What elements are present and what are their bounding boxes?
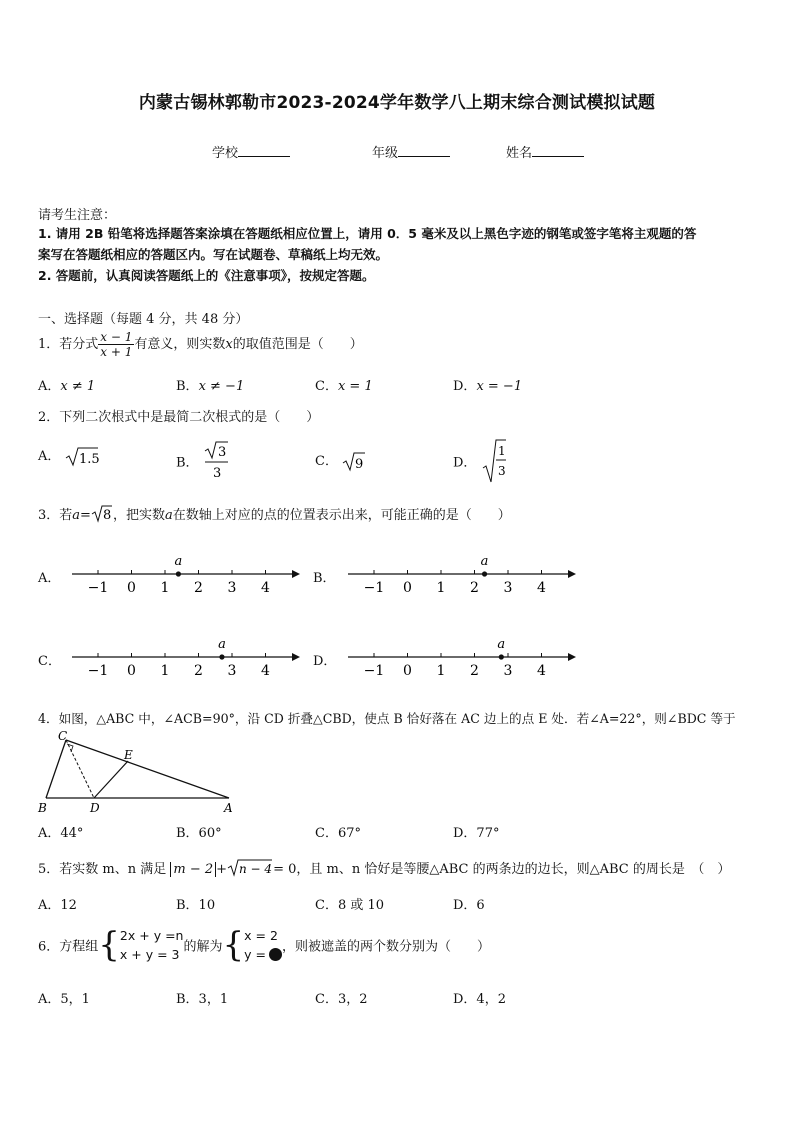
arrow-head-icon [568,653,576,661]
q1-option-c-label: C． [315,379,338,394]
q5-equals: = 0 [273,862,297,877]
name-field [506,142,584,161]
q4-vertex-e: E [124,748,133,762]
q5-radical [227,859,273,877]
grade-blank [398,144,450,157]
school-label: 学校 [212,146,239,161]
point-a-marker [482,571,487,576]
q5-prefix: 5．若实数 m、n 满足 [38,862,167,877]
tick-label: 3 [503,663,513,679]
tick-label: 2 [194,580,203,596]
q3-number-line-a [70,550,305,600]
arrow-head-icon [292,570,300,578]
q5-option-a[interactable]: A．12 [38,898,77,913]
q6-option-a[interactable]: A．5，1 [38,992,90,1007]
q6-sol1: x = 2 [244,928,278,943]
point-a-marker [499,654,504,659]
tick-label: 3 [227,663,237,679]
q1-text-2: 的取值范围是（ ） [232,337,363,352]
question-2: 2．下列二次根式中是最简二次根式的是（ ） [38,410,320,425]
q6-covered-dot [269,948,282,961]
q6-eq1: 2x + y = [119,928,176,943]
notice-line-2: 2. 答题前，认真阅读答题纸上的《注意事项》，按规定答题。 [38,268,375,283]
q4-option-d[interactable]: D．77° [453,826,500,841]
point-a-label: a [480,554,489,569]
q1-option-d-value: x = −1 [476,379,523,394]
notice-line-1a: 1. 请用 2B 铅笔将选择题答案涂填在答题纸相应位置上，请用 0．5 毫米及以上黑色字迹的钢笔或签字笔将主观题的答 [38,226,697,241]
grade-label: 年级 [372,146,399,161]
question-1 [38,330,363,359]
tick-label: 2 [194,663,203,679]
arrow-head-icon [568,570,576,578]
tick-label: −1 [363,663,385,679]
point-a-label: a [497,637,506,652]
q5-radicand: n − 4 [239,862,273,876]
page-title: 内蒙古锡林郭勒市2023-2024学年数学八上期末综合测试模拟试题 [138,93,656,113]
q3-option-a-label[interactable]: A． [38,571,61,586]
q4-segment-de [94,761,128,798]
q1-option-a-value: x ≠ 1 [60,379,96,394]
tick-label: 3 [227,580,237,596]
tick-label: 4 [261,580,270,596]
q4-side-ca [66,740,229,798]
tick-label: 2 [470,580,479,596]
q6-option-b[interactable]: B．3，1 [176,992,229,1007]
q6-prefix: 6．方程组 [38,939,99,955]
q5-plus: + [216,862,228,877]
q2-b-denominator: 3 [212,466,221,481]
q2-option-c[interactable] [315,450,366,473]
q3-prefix: 3．若 [38,508,73,523]
question-6 [38,926,490,964]
tick-label: 0 [403,663,412,679]
tick-label: 0 [403,580,412,596]
q6-sol2: y = [244,947,266,962]
q4-vertex-d: D [90,801,100,815]
point-a-marker [219,654,224,659]
q5-abs-expr: m − 2 [170,862,216,877]
q3-number-line-d [346,633,581,683]
q4-option-a[interactable]: A．44° [38,826,84,841]
q6-option-c[interactable]: C．3，2 [315,992,368,1007]
q1-option-a-label: A． [38,379,61,394]
q4-vertex-c: C [58,729,68,743]
q3-option-c-label[interactable]: C． [38,654,61,669]
q6-system [120,926,184,964]
q1-option-d-label: D． [453,379,477,394]
q1-option-b-label: B． [176,379,199,394]
q3-text-2: 在数轴上对应的点的位置表示出来，可能正确的是（ ） [172,508,511,523]
q3-var-a: a [72,508,81,523]
q2-option-a[interactable] [38,445,99,468]
q2-option-d-expr [481,438,507,484]
section-heading: 一、选择题（每题 4 分，共 48 分） [38,312,249,327]
tick-label: 1 [436,580,446,596]
q5-option-c[interactable]: C．8 或 10 [315,898,385,913]
q6-text: ，则被遮盖的两个数分别为（ ） [282,939,491,955]
notice-line-1b: 案写在答题纸相应的答题区内。写在试题卷、草稿纸上均无效。 [38,247,389,262]
q3-option-b-label[interactable]: B． [313,571,336,586]
notice-heading: 请考生注意： [38,208,117,223]
name-label: 姓名 [506,146,533,161]
tick-label: −1 [363,580,385,596]
point-a-label: a [174,554,183,569]
q1-option-c-value: x = 1 [337,379,373,394]
q3-equals: = [80,508,91,523]
name-blank [532,144,584,157]
q3-number-line-b [346,550,581,600]
q6-option-d[interactable]: D．4，2 [453,992,506,1007]
q2-option-d-label: D． [453,455,477,471]
tick-label: −1 [87,580,109,596]
q1-fraction [98,330,134,359]
q2-option-c-radical [342,451,366,473]
tick-label: 0 [127,663,136,679]
q3-text-1: ，把实数 [112,508,165,523]
q2-d-numerator: 1 [497,444,506,458]
q5-option-b[interactable]: B．10 [176,898,216,913]
tick-label: 2 [470,663,479,679]
point-a-label: a [218,637,226,652]
q4-option-b[interactable]: B．60° [176,826,222,841]
q4-side-cb [46,740,66,798]
tick-label: −1 [87,663,109,679]
tick-label: 4 [537,580,546,596]
q1-option-b-value: x ≠ −1 [198,379,245,394]
q2-a-radicand: 1.5 [78,451,99,467]
q6-brace-right: { [222,925,245,965]
tick-label: 4 [537,663,546,679]
q2-option-b-expr [203,440,229,482]
q1-prefix: 1．若分式 [38,337,99,352]
tick-label: 0 [127,580,136,596]
q3-radicand: 8 [102,508,112,523]
arrow-head-icon [292,653,300,661]
question-5 [38,858,730,877]
tick-label: 4 [261,663,270,679]
point-a-marker [176,571,181,576]
q2-option-c-label: C． [315,454,338,469]
q1-text-1: 有意义，则实数 [134,337,226,352]
grade-field [372,142,450,161]
q4-vertex-a: A [224,801,233,815]
q2-option-a-radical [65,446,99,468]
q1-option-c[interactable] [315,375,373,394]
tick-label: 3 [503,580,513,596]
q1-option-d[interactable] [453,375,522,394]
q1-numerator: x − 1 [100,330,133,344]
tick-label: 1 [160,580,170,596]
tick-label: 1 [436,663,446,679]
q2-option-a-label: A． [38,449,61,464]
q1-var: x [225,337,233,352]
q6-brace-left: { [98,925,120,965]
q1-denominator: x + 1 [100,345,133,359]
q1-option-b[interactable] [176,375,244,394]
q6-mid: 的解为 [183,939,223,955]
q5-text: ，且 m、n 恰好是等腰△ABC 的两条边的边长，则△ABC 的周长是 （ ） [296,862,731,877]
q2-d-denominator: 3 [497,464,506,478]
q6-solution [244,926,282,964]
q3-option-d-label[interactable]: D． [313,654,337,669]
q2-option-d[interactable] [453,438,507,484]
q4-right-angle-mark [67,744,73,752]
q4-vertex-b: B [38,801,47,815]
q3-var-a-2: a [164,508,173,523]
q5-option-d[interactable]: D．6 [453,898,485,913]
question-4: 4．如图，△ABC 中，∠ACB=90°，沿 CD 折叠△CBD，使点 B 恰好落在 AC 边上的点 E 处．若∠A=22°，则∠BDC 等于 [38,711,736,726]
q2-option-b-label: B． [176,455,199,471]
school-blank [238,144,290,157]
q6-eq1-rhs: n [175,928,184,943]
q2-option-b[interactable] [176,440,229,482]
question-3 [38,504,511,523]
q1-option-a[interactable] [38,375,95,394]
q4-triangle-figure [36,726,241,818]
q2-c-radicand: 9 [355,456,364,472]
q4-option-c[interactable]: C．67° [315,826,361,841]
q2-b-numerator: 3 [217,445,226,460]
q3-number-line-c [70,633,305,683]
tick-label: 1 [160,663,170,679]
q3-radical [91,505,113,523]
q6-eq2: x + y = 3 [119,947,180,962]
school-field [212,142,290,161]
